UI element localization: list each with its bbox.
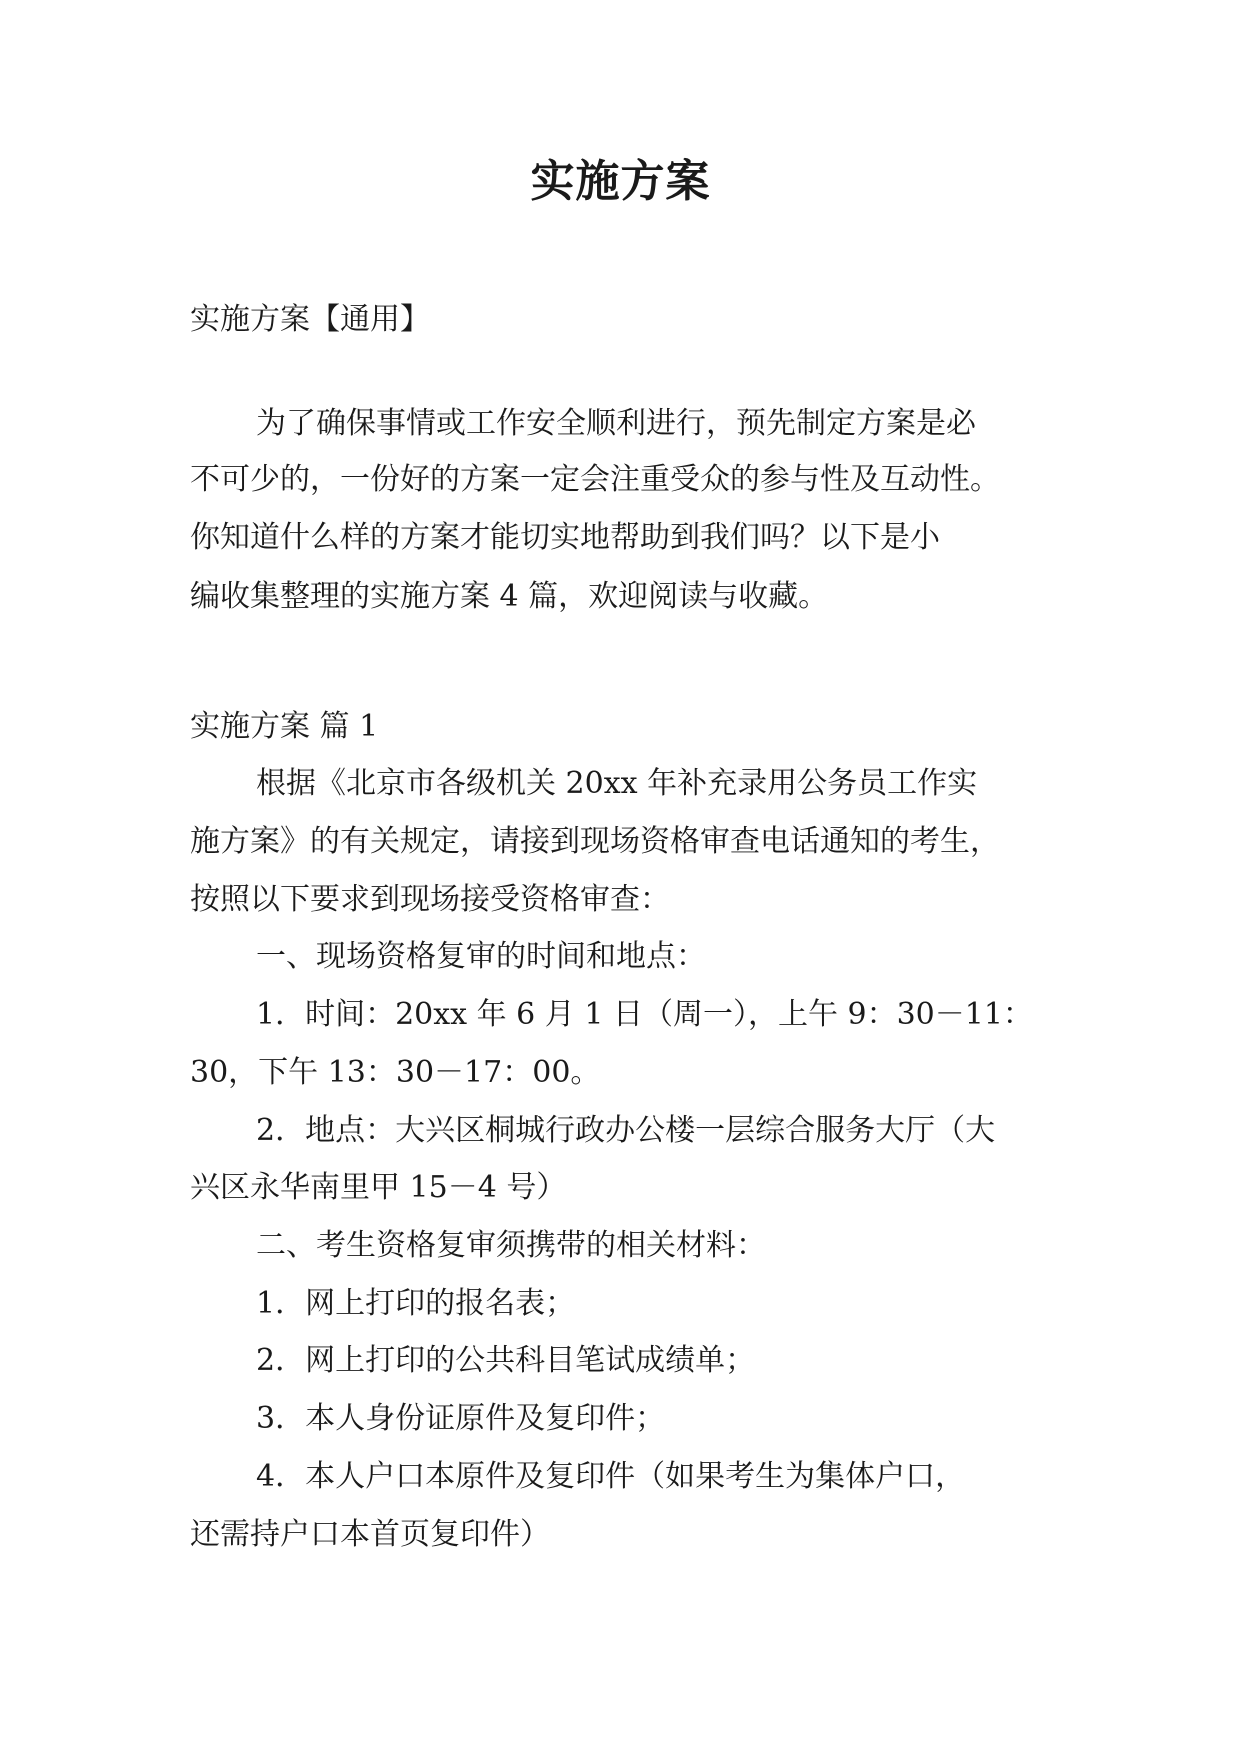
body-line: 1．网上打印的报名表； bbox=[256, 1286, 576, 1321]
body-line: 兴区永华南里甲 15－4 号） bbox=[190, 1170, 567, 1205]
body-line: 2．网上打印的公共科目笔试成绩单； bbox=[256, 1343, 756, 1378]
intro-line: 不可少的，一份好的方案一定会注重受众的参与性及互动性。 bbox=[190, 462, 1000, 497]
intro-line: 为了确保事情或工作安全顺利进行，预先制定方案是必 bbox=[256, 406, 976, 441]
document-subtitle: 实施方案【通用】 bbox=[190, 302, 430, 337]
body-line: 还需持户口本首页复印件） bbox=[190, 1517, 550, 1552]
body-line: 3．本人身份证原件及复印件； bbox=[256, 1401, 666, 1436]
body-line: 按照以下要求到现场接受资格审查： bbox=[190, 882, 670, 917]
body-line: 根据《北京市各级机关 20xx 年补充录用公务员工作实 bbox=[256, 766, 978, 801]
body-line: 施方案》的有关规定，请接到现场资格审查电话通知的考生， bbox=[190, 824, 1000, 859]
intro-line: 你知道什么样的方案才能切实地帮助到我们吗？以下是小 bbox=[190, 520, 940, 555]
body-line: 1．时间：20xx 年 6 月 1 日（周一），上午 9：30－11： bbox=[256, 997, 1033, 1032]
document-title: 实施方案 bbox=[530, 156, 711, 207]
body-line: 30，下午 13：30－17：00。 bbox=[190, 1055, 601, 1090]
body-line: 2．地点：大兴区桐城行政办公楼一层综合服务大厅（大 bbox=[256, 1113, 996, 1148]
intro-line: 编收集整理的实施方案 4 篇，欢迎阅读与收藏。 bbox=[190, 579, 829, 614]
body-line: 4．本人户口本原件及复印件（如果考生为集体户口， bbox=[256, 1459, 966, 1494]
section-heading: 实施方案 篇 1 bbox=[190, 709, 379, 744]
body-line: 一、现场资格复审的时间和地点： bbox=[256, 939, 706, 974]
body-line: 二、考生资格复审须携带的相关材料： bbox=[256, 1228, 766, 1263]
